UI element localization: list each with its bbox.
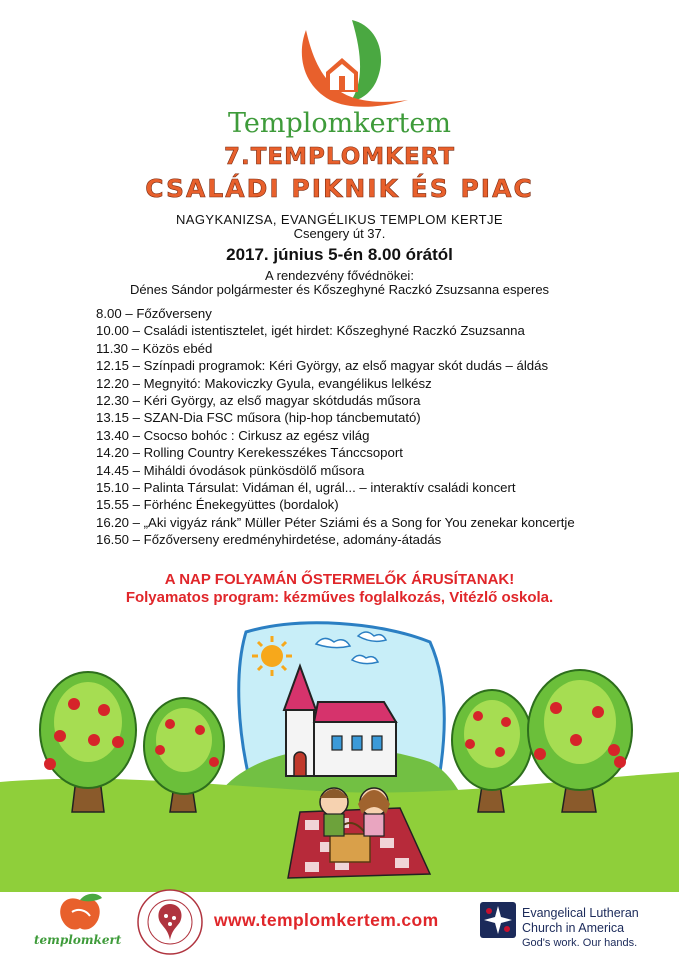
schedule-item: 12.15 – Színpadi programok: Kéri György, az első magyar skót dudás – áldás bbox=[96, 358, 549, 374]
schedule-item: 14.45 – Miháldi óvodások pünkösdölő műsora bbox=[96, 462, 365, 478]
patrons-label: A rendezvény fővédnökei: bbox=[265, 268, 414, 283]
schedule-item: 16.20 – „Aki vigyáz ránk” Müller Péter Sziámi és a Song for You zenekar koncertje bbox=[96, 514, 575, 530]
sun-icon bbox=[252, 636, 292, 676]
schedule-item: 11.30 – Közös ebéd bbox=[96, 340, 213, 356]
event-date: 2017. június 5-én 8.00 órától bbox=[226, 245, 453, 264]
templomkertem-logo bbox=[290, 16, 420, 112]
schedule-item: 13.15 – SZAN-Dia FSC műsora (hip-hop táncbemutató) bbox=[96, 410, 421, 426]
elca-tagline: God's work. Our hands. bbox=[522, 937, 638, 949]
announcement-line2: Folyamatos program: kézműves foglalkozás, Vitézlő oskola. bbox=[125, 589, 554, 606]
schedule-list bbox=[96, 305, 636, 548]
apple-leaf-logo bbox=[52, 890, 108, 934]
elca-name-line2: Church in America bbox=[522, 921, 625, 935]
schedule-item: 8.00 – Főzőverseny bbox=[96, 306, 212, 321]
schedule-item: 15.55 – Förhénc Énekegyüttes (bordalok) bbox=[96, 497, 339, 513]
schedule-item: 12.30 – Kéri György, az első magyar skótdudás műsora bbox=[96, 392, 421, 408]
schedule-item: 14.20 – Rolling Country Kerekesszékes Tánccsoport bbox=[96, 445, 403, 461]
brand-name: Templomkertem bbox=[228, 108, 451, 139]
schedule-item: 15.10 – Palinta Társulat: Vidáman él, ugrál... – interaktív családi koncert bbox=[96, 479, 516, 495]
templomkert-small-logo-text: templomkert bbox=[34, 933, 122, 947]
announcement-line1: A NAP FOLYAMÁN ŐSTERMELŐK ÁRUSÍTANAK! bbox=[164, 571, 515, 588]
elca-name-line1: Evangelical Lutheran bbox=[522, 906, 639, 920]
location-line2: Csengery út 37. bbox=[293, 226, 386, 241]
picnic-illustration bbox=[0, 612, 679, 892]
schedule-item: 13.40 – Csocso bohóc : Cirkusz az egész világ bbox=[96, 427, 370, 443]
schedule-item: 12.20 – Megnyitó: Makoviczky Gyula, evangélikus lelkész bbox=[96, 375, 432, 391]
event-title-line1: 7.TEMPLOMKERT bbox=[223, 144, 456, 170]
schedule-item: 16.50 – Főzőverseny eredményhirdetése, adomány-átadás bbox=[96, 532, 442, 548]
patrons-names: Dénes Sándor polgármester és Kőszeghyné Raczkó Zsuzsanna esperes bbox=[129, 282, 550, 297]
schedule-item: 10.00 – Családi istentisztelet, igét hirdet: Kőszeghyné Raczkó Zsuzsanna bbox=[96, 323, 525, 339]
location-line1: NAGYKANIZSA, EVANGÉLIKUS TEMPLOM KERTJE bbox=[176, 212, 503, 227]
elca-cross-logo bbox=[480, 902, 516, 938]
church-seal-logo bbox=[136, 888, 204, 956]
event-title-line2: CSALÁDI PIKNIK ÉS PIAC bbox=[145, 174, 534, 203]
website-link[interactable]: www.templomkertem.com bbox=[214, 910, 439, 930]
